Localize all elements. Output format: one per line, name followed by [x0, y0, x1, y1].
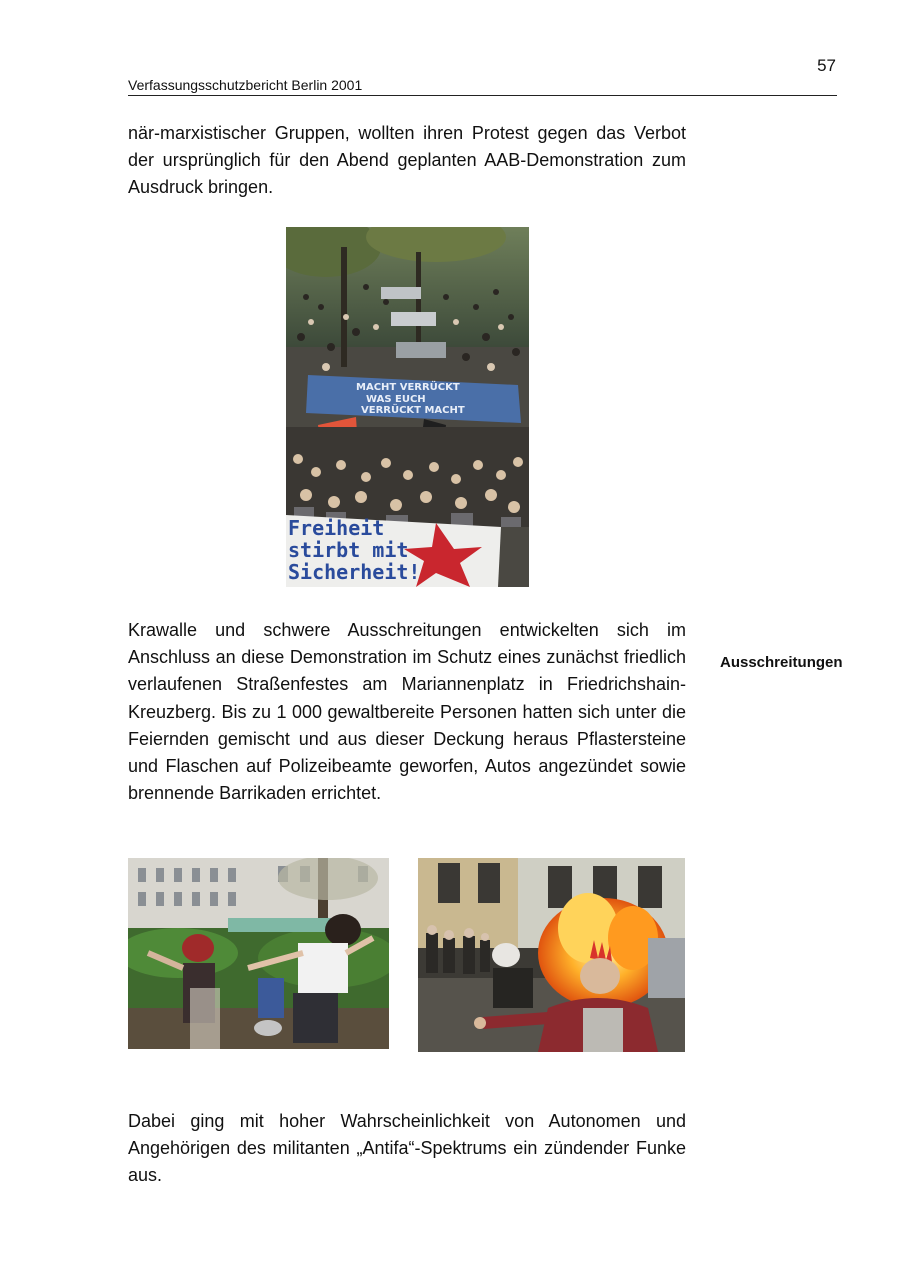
banner-top-line-2: WAS EUCH	[366, 394, 426, 405]
photo-rioters-throwing	[128, 858, 389, 1049]
banner-top-line-3: VERRÜCKT MACHT	[361, 405, 465, 416]
paragraph-3: Dabei ging mit hoher Wahrscheinlichkeit von Autonomen und Angehörigen des militanten „Antifa“-Spektrums ein zündender Funke aus.	[128, 1111, 686, 1186]
banner-bottom-line-3: Sicherheit!	[288, 560, 421, 584]
running-header: Verfassungsschutzbericht Berlin 2001	[128, 77, 363, 93]
photo-demonstration	[286, 227, 529, 587]
page-number: 57	[817, 56, 836, 75]
margin-note-ausschreitungen: Ausschreitungen	[720, 654, 843, 671]
photo-burning-car	[418, 858, 685, 1052]
banner-bottom-line-1: Freiheit	[288, 516, 385, 540]
header-rule	[128, 95, 837, 96]
banner-top-line-1: MACHT VERRÜCKT	[356, 382, 460, 393]
banner-bottom-line-2: stirbt mit	[288, 538, 409, 562]
paragraph-2: Krawalle und schwere Ausschreitungen entwickelten sich im Anschluss an diese Demonstration im Schutz eines zunächst friedlich verlaufenen Straßenfestes am Mariannenplatz in Friedrichshain-Kreuzberg. Bis zu 1 000 gewaltbereite Personen hatten sich unter die Feiernden gemischt und aus dieser Deckung heraus Pflastersteine und Flaschen auf Polizeibeamte geworfen, Autos angezündet sowie brennende Barrikaden errichtet.	[128, 620, 686, 804]
paragraph-1: när-marxistischer Gruppen, wollten ihren Protest gegen das Verbot der ursprünglich für den Abend geplanten AAB-Demonstration zum Ausdruck bringen.	[128, 123, 686, 198]
